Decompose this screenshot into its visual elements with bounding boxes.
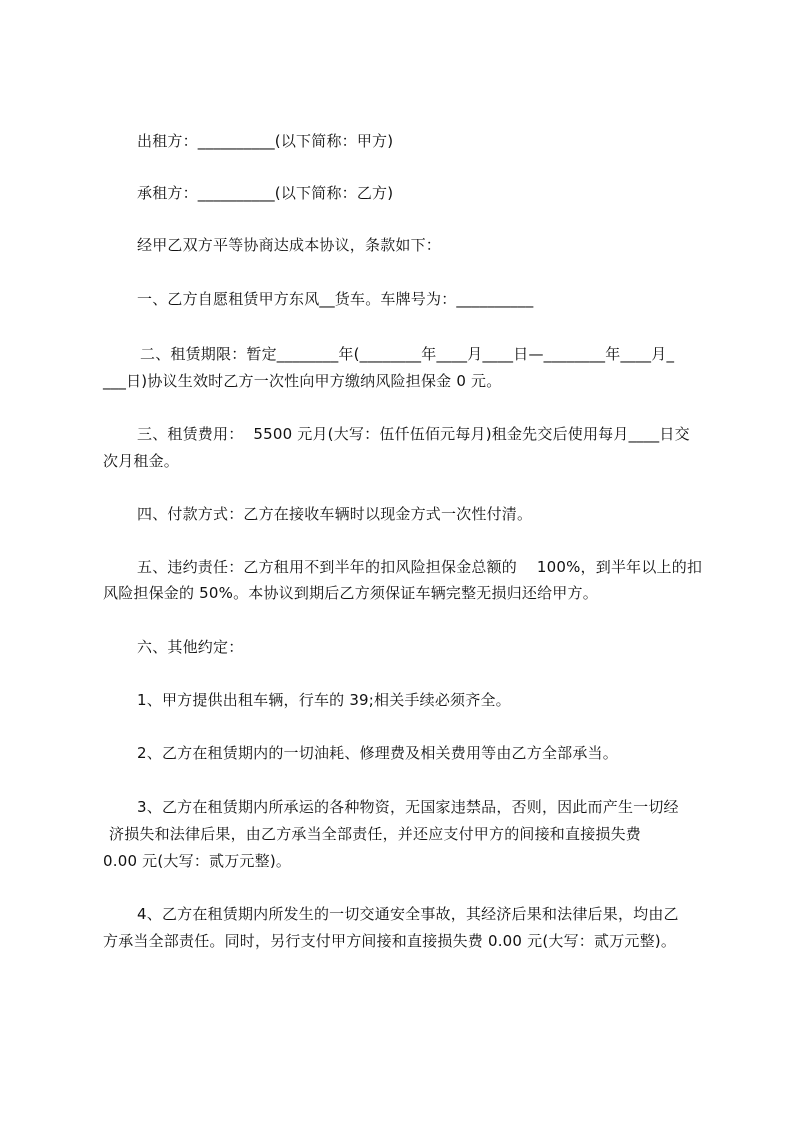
item-2: 2、乙方在租赁期内的一切油耗、修理费及相关费用等由乙方全部承当。 — [137, 744, 618, 762]
item-3-line-3: 0.00 元(大写：贰万元整)。 — [103, 852, 292, 870]
lessee-line: 承租方：__________(以下简称：乙方) — [137, 184, 394, 202]
lessor-line: 出租方：__________(以下简称：甲方) — [137, 132, 394, 150]
item-4-line-1: 4、乙方在租赁期内所发生的一切交通安全事故，其经济后果和法律后果，均由乙 — [137, 905, 679, 923]
clause-3-line-2: 次月租金。 — [103, 452, 180, 470]
item-1: 1、甲方提供出租车辆，行车的 39;相关手续必须齐全。 — [137, 691, 511, 709]
item-3-line-2: 济损失和法律后果，由乙方承当全部责任，并还应支付甲方的间接和直接损失费 — [109, 825, 642, 843]
clause-4: 四、付款方式：乙方在接收车辆时以现金方式一次性付清。 — [137, 505, 533, 523]
clause-6-title: 六、其他约定： — [137, 638, 244, 656]
intro-line: 经甲乙双方平等协商达成本协议，条款如下： — [137, 236, 442, 254]
clause-2-line-2: ___日)协议生效时乙方一次性向甲方缴纳风险担保金 0 元。 — [103, 372, 502, 390]
clause-2-line-1: 二、租赁期限：暂定________年(________年____月____日—________年____月_ — [140, 345, 675, 363]
item-3-line-1: 3、乙方在租赁期内所承运的各种物资，无国家违禁品，否则，因此而产生一切经 — [137, 798, 679, 816]
clause-1: 一、乙方自愿租赁甲方东风__货车。车牌号为：__________ — [137, 290, 534, 308]
clause-5-line-2: 风险担保金的 50%。本协议到期后乙方须保证车辆完整无损归还给甲方。 — [103, 584, 598, 602]
clause-3-line-1: 三、租赁费用： 5500 元月(大写：伍仟伍佰元每月)租金先交后使用每月____日交 — [137, 425, 690, 443]
item-4-line-2: 方承当全部责任。同时，另行支付甲方间接和直接损失费 0.00 元(大写：贰万元整)。 — [103, 932, 677, 950]
clause-5-line-1: 五、违约责任：乙方租用不到半年的扣风险担保金总额的 100%，到半年以上的扣 — [137, 558, 703, 576]
